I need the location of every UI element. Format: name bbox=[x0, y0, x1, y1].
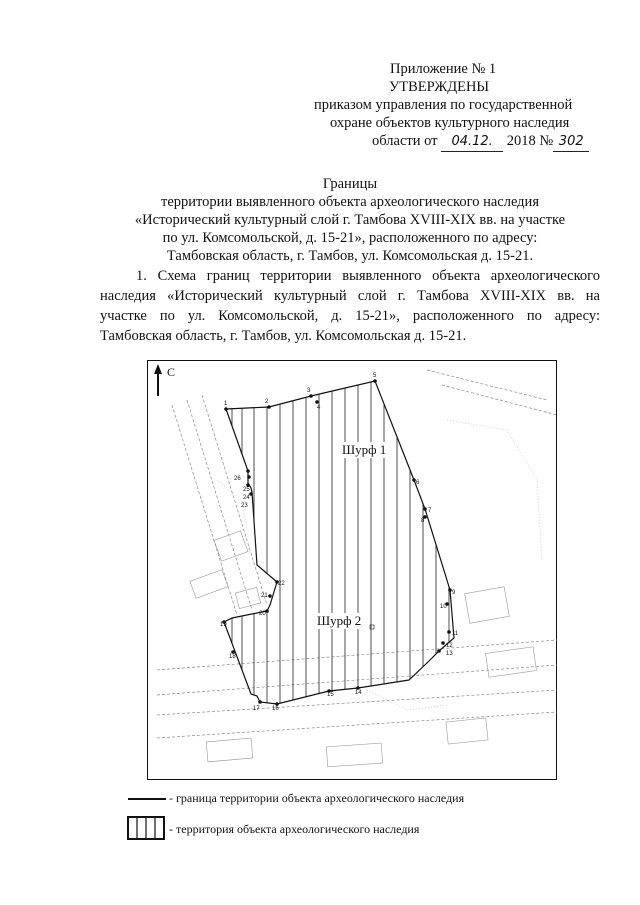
pit-2-label: Шурф 2 bbox=[317, 613, 362, 628]
point-label: 3 bbox=[307, 388, 311, 394]
north-label: С bbox=[167, 365, 176, 379]
map-frame bbox=[148, 361, 557, 780]
point-label: 7 bbox=[428, 508, 432, 514]
point-label: 19 bbox=[220, 622, 227, 628]
point-label: 11 bbox=[452, 631, 459, 637]
point-label: 20 bbox=[259, 611, 266, 617]
point-label: 23 bbox=[241, 503, 248, 509]
title-line-2: территории выявленного объекта археологического наследия bbox=[161, 194, 539, 210]
pit-1-label: Шурф 1 bbox=[342, 442, 387, 457]
order-date-line bbox=[372, 132, 589, 152]
section-line-3: участке по ул. Комсомольской, д. 15-21», расположенного по адресу: bbox=[100, 308, 600, 324]
legend-boundary-symbol bbox=[128, 798, 166, 800]
point-label: 26 bbox=[234, 476, 241, 482]
point-label: 8 bbox=[421, 518, 425, 524]
order-line-2: охране объектов культурного наследия bbox=[330, 115, 570, 131]
point-label: 10 bbox=[440, 604, 447, 610]
section-line-4: Тамбовская область, г. Тамбов, ул. Комсомольская д. 15-21. bbox=[100, 328, 467, 344]
point-label: 17 bbox=[253, 706, 260, 712]
point-label: 16 bbox=[272, 706, 279, 712]
order-year: 2018 bbox=[506, 133, 536, 149]
point-label: 18 bbox=[229, 654, 236, 660]
date-prefix: области от bbox=[372, 133, 438, 149]
legend-boundary-text: - граница территории объекта археологического наследия bbox=[169, 791, 465, 805]
point-label: 9 bbox=[452, 590, 456, 596]
point-label: 24 bbox=[243, 495, 250, 501]
point-label: 5 bbox=[373, 373, 377, 379]
point-label: 21 bbox=[261, 593, 268, 599]
point-label: 15 bbox=[327, 692, 334, 698]
boundary-scheme-map bbox=[147, 360, 557, 780]
number-prefix: № bbox=[539, 133, 554, 149]
point-label: 2 bbox=[265, 399, 269, 405]
handwritten-number: 302 bbox=[553, 133, 589, 152]
approved-label: УТВЕРЖДЕНЫ bbox=[389, 79, 490, 95]
legend-territory-text: - территория объекта археологического наследия bbox=[169, 822, 420, 836]
order-line-1: приказом управления по государственной bbox=[314, 97, 573, 113]
legend-territory-symbol bbox=[127, 816, 165, 840]
section-line-1: 1. Схема границ территории выявленного объекта археологического bbox=[136, 268, 600, 284]
handwritten-date: 04.12. bbox=[441, 133, 503, 152]
section-line-2: наследия «Исторический культурный слой г. Тамбова XVIII-XIX вв. на bbox=[100, 288, 600, 304]
point-label: 1 bbox=[224, 401, 228, 407]
point-label: 22 bbox=[278, 581, 285, 587]
title-line-5: Тамбовская область, г. Тамбов, ул. Комсомольская д. 15-21. bbox=[166, 248, 534, 264]
point-label: 25 bbox=[243, 487, 250, 493]
title-line-4: по ул. Комсомольской, д. 15-21», расположенного по адресу: bbox=[162, 230, 538, 246]
point-label: 6 bbox=[416, 480, 420, 486]
title-line-1: Границы bbox=[322, 176, 378, 192]
point-label: 13 bbox=[446, 651, 453, 657]
appendix-number: Приложение № 1 bbox=[390, 61, 497, 77]
point-label: 12 bbox=[446, 643, 453, 649]
point-label: 14 bbox=[355, 690, 362, 696]
point-label: 4 bbox=[317, 405, 321, 411]
title-line-3: «Исторический культурный слой г. Тамбова XVIII-XIX вв. на участке bbox=[134, 212, 566, 228]
